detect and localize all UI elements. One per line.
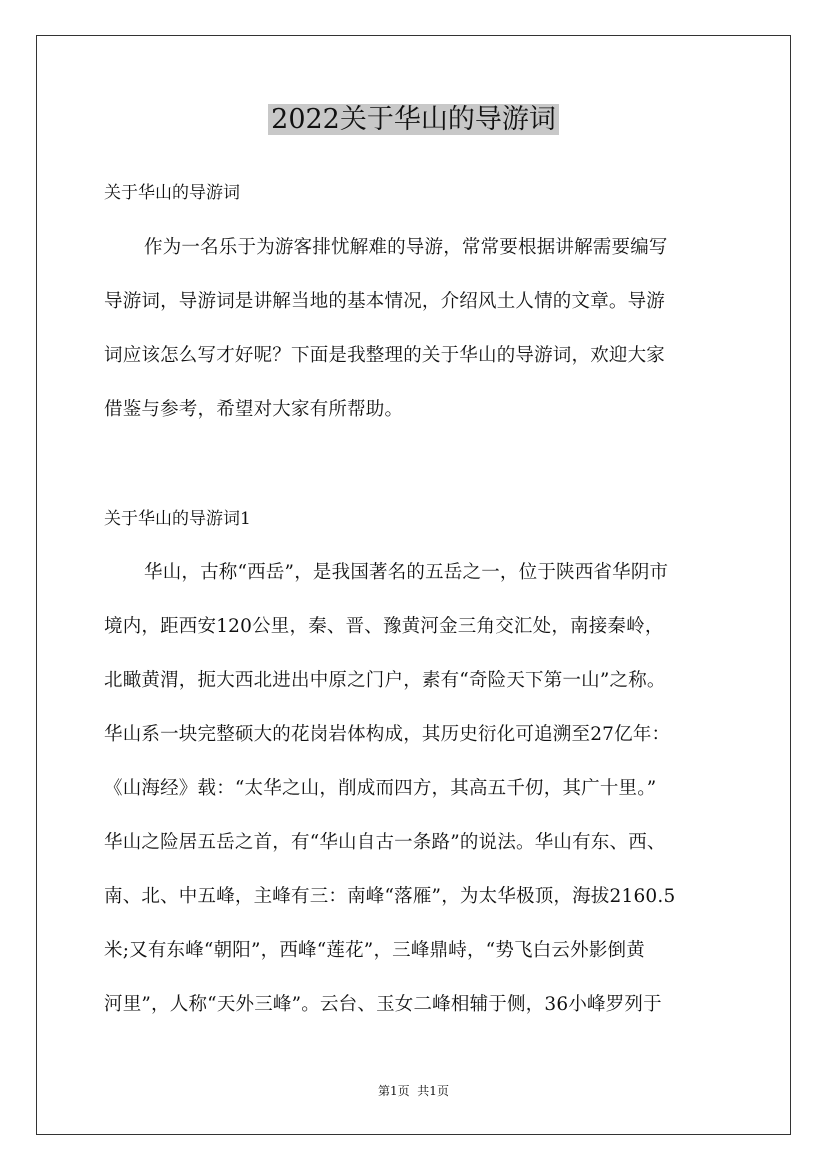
section-line: 境内，距西安120公里，秦、晋、豫黄河金三角交汇处，南接秦岭， [104, 616, 664, 637]
document-title [0, 100, 827, 140]
page-footer: 第1页 共1页 [378, 1084, 449, 1098]
section-heading: 关于华山的导游词1 [104, 509, 251, 529]
document-title-text: 2022关于华山的导游词 [268, 104, 559, 135]
intro-line: 词应该怎么写才好呢？下面是我整理的关于华山的导游词，欢迎大家 [104, 345, 666, 366]
section-line: 南、北、中五峰，主峰有三：南峰“落雁”，为太华极顶，海拔2160.5 [104, 886, 676, 907]
document-subtitle: 关于华山的导游词 [104, 183, 240, 203]
intro-line: 作为一名乐于为游客排忧解难的导游，常常要根据讲解需要编写 [144, 237, 668, 258]
section-line: 华山系一块完整硕大的花岗岩体构成，其历史衍化可追溯至27亿年： [104, 724, 671, 745]
intro-line: 借鉴与参考，希望对大家有所帮助。 [104, 399, 404, 420]
section-line: 《山海经》载：“太华之山，削成而四方，其高五千仞，其广十里。” [104, 778, 657, 799]
section-line: 米;又有东峰“朝阳”，西峰“莲花”，三峰鼎峙，“势飞白云外影倒黄 [104, 940, 645, 961]
intro-line: 导游词，导游词是讲解当地的基本情况，介绍风土人情的文章。导游 [104, 291, 666, 312]
section-line: 河里”，人称“天外三峰”。云台、玉女二峰相辅于侧，36小峰罗列于 [104, 994, 662, 1015]
section-line: 北瞰黄渭，扼大西北进出中原之门户，素有“奇险天下第一山”之称。 [104, 670, 666, 691]
section-line: 华山，古称“西岳”，是我国著名的五岳之一，位于陕西省华阴市 [144, 562, 669, 583]
section-line: 华山之险居五岳之首，有“华山自古一条路”的说法。华山有东、西、 [104, 832, 666, 853]
